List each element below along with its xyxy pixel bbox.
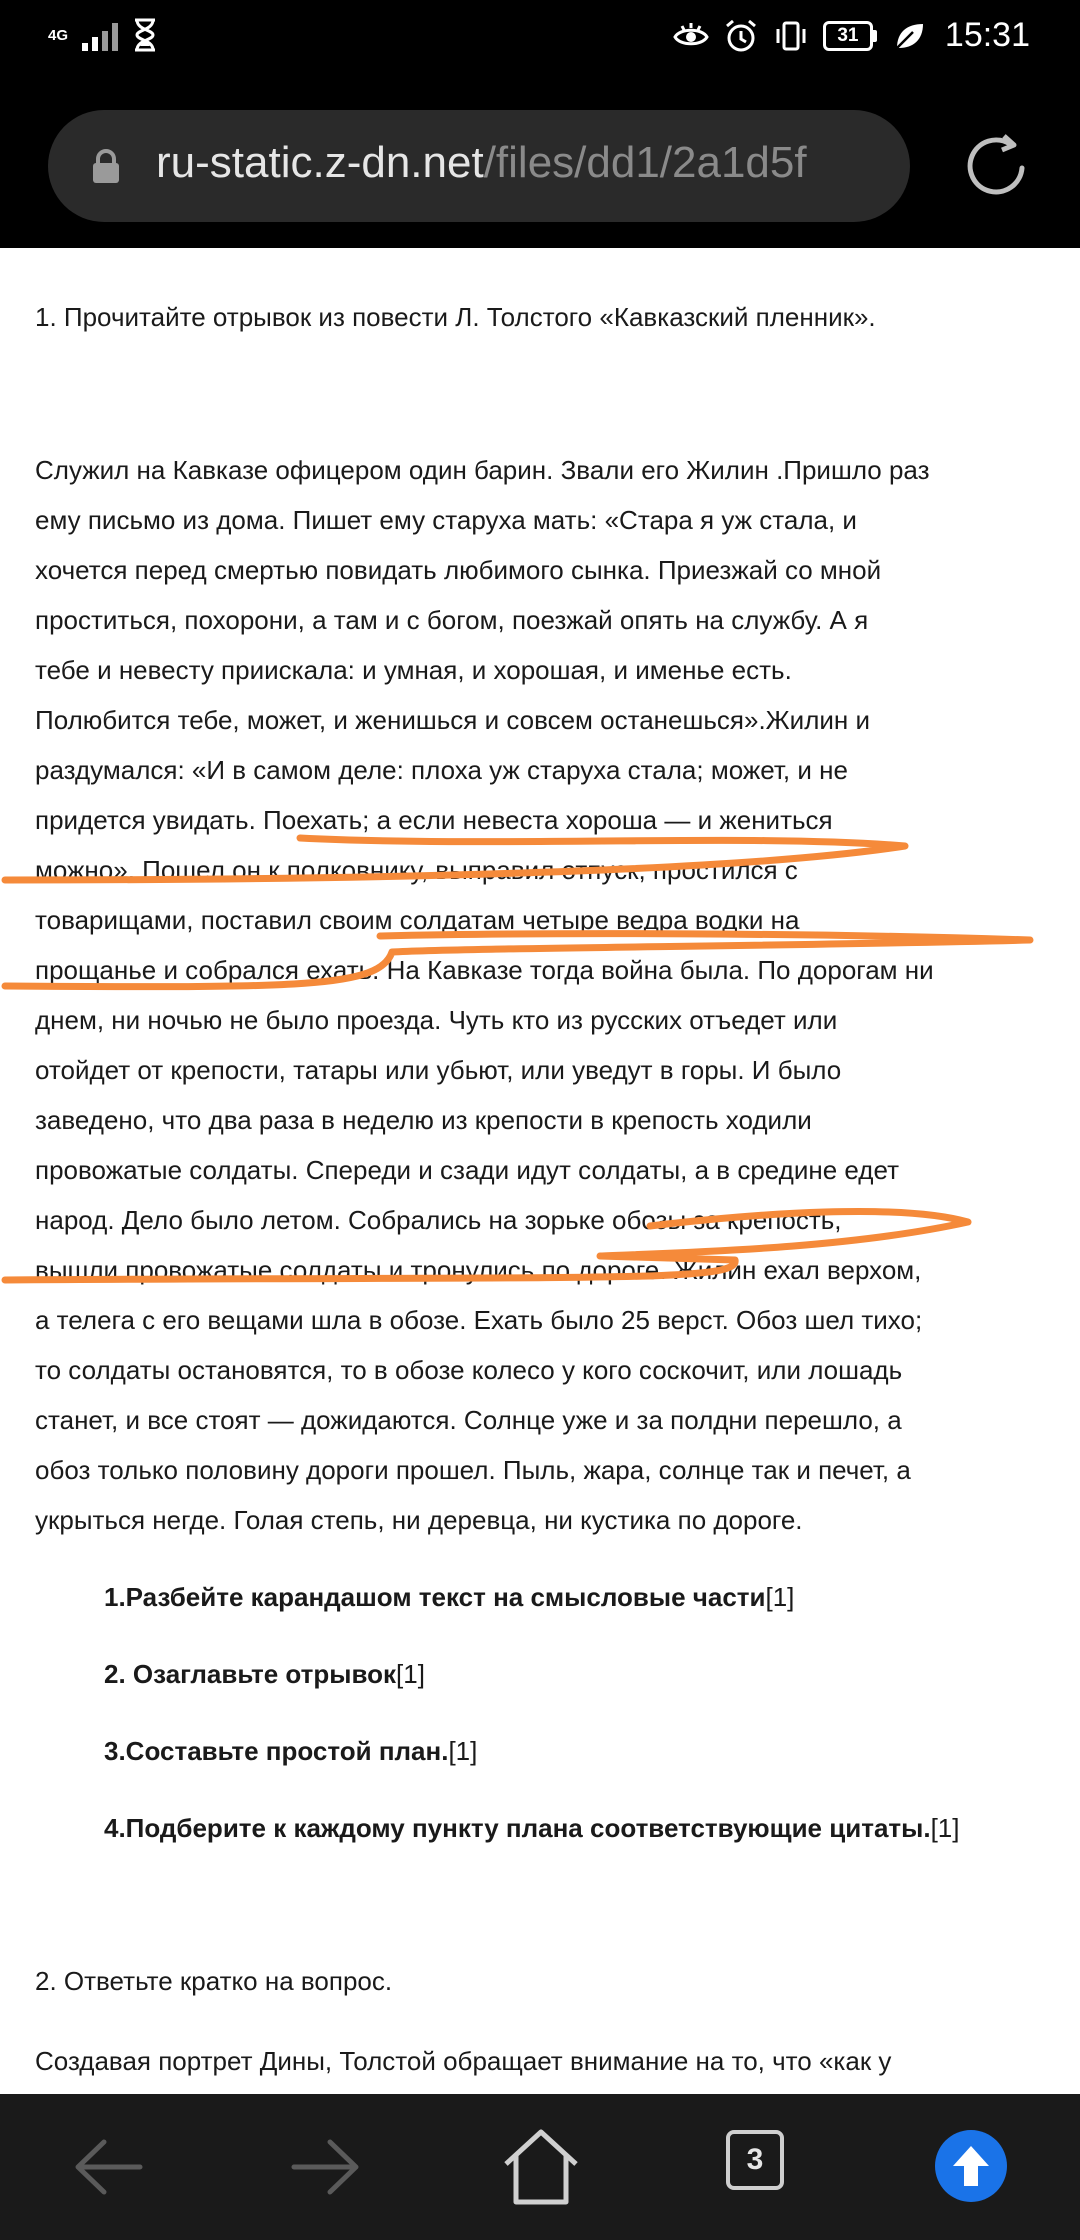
passage-line: народ. Дело было летом. Собрались на зорьке обозы за крепость,: [35, 1205, 842, 1235]
power-saving-leaf-icon: [891, 18, 927, 54]
eye-comfort-icon: [673, 18, 709, 54]
network-type-label: 4G: [48, 26, 69, 44]
arrow-up-icon: [935, 2130, 1007, 2202]
task1-heading: 1. Прочитайте отрывок из повести Л. Толстого «Кавказский пленник».: [35, 302, 876, 332]
browser-toolbar: [0, 80, 1080, 248]
passage-line: можно». Пошел он к полковнику, выправил отпуск, простился с: [35, 855, 798, 885]
passage-line: прощанье и собрался ехать. На Кавказе тогда война была. По дорогам ни: [35, 955, 934, 985]
task-item-text: 3.Составьте простой план.: [104, 1736, 449, 1766]
battery-level: 31: [823, 21, 873, 51]
passage-line: укрыться негде. Голая степь, ни деревца, ни кустика по дороге.: [35, 1505, 803, 1535]
passage-line: а телега с его вещами шла в обозе. Ехать было 25 верст. Обоз шел тихо;: [35, 1305, 923, 1335]
passage-line: товарищами, поставил своим солдатам четыре ведра водки на: [35, 905, 800, 935]
task-item-4: [104, 1813, 960, 1844]
task-item-score: [1]: [765, 1582, 795, 1612]
passage-line: проститься, похорони, а там и с богом, поезжай опять на службу. А я: [35, 605, 869, 635]
task-item-2: [104, 1659, 425, 1690]
passage-line: Полюбится тебе, может, и женишься и совсем останешься».Жилин и: [35, 705, 870, 735]
back-arrow-icon[interactable]: [66, 2124, 152, 2210]
passage-line: то солдаты остановятся, то в обозе колесо у кого соскочит, или лошадь: [35, 1355, 903, 1385]
vibrate-icon: [773, 18, 809, 54]
passage-line: провожатые солдаты. Спереди и сзади идут солдаты, а в средине едет: [35, 1155, 899, 1185]
passage-line: хочется перед смертью повидать любимого сынка. Приезжай со мной: [35, 555, 882, 585]
passage-line: вышли провожатые солдаты и тронулись по дороге. Жилин ехал верхом,: [35, 1255, 922, 1285]
home-icon[interactable]: [498, 2124, 584, 2210]
task-item-text: 2. Озаглавьте отрывок: [104, 1659, 397, 1689]
scroll-to-top-button[interactable]: [935, 2130, 1007, 2202]
status-bar: [0, 0, 1080, 80]
task-item-score: [1]: [448, 1736, 478, 1766]
signal-strength-icon: [82, 19, 118, 51]
passage-line: обоз только половину дороги прошел. Пыль, жара, солнце так и печет, а: [35, 1455, 911, 1485]
task-item-3: [104, 1736, 477, 1767]
task2-heading: 2. Ответьте кратко на вопрос.: [35, 1966, 393, 1996]
browser-bottom-bar: [0, 2094, 1080, 2240]
task-item-text: 1.Разбейте карандашом текст на смысловые части: [104, 1582, 766, 1612]
task-item-score: [1]: [396, 1659, 425, 1689]
passage-line: станет, и все стоят — дожидаются. Солнце уже и за полдни перешло, а: [35, 1405, 902, 1435]
hourglass-icon: [132, 18, 158, 52]
address-bar[interactable]: [48, 110, 910, 222]
task2-text: Создавая портрет Дины, Толстой обращает внимание на то, что «как у: [35, 2046, 892, 2076]
passage-line: заведено, что два раза в неделю из крепости в крепость ходили: [35, 1105, 812, 1135]
passage-line: Служил на Кавказе офицером один барин. Звали его Жилин .Пришло раз: [35, 455, 930, 485]
network-type: [48, 28, 68, 43]
task-item-1: [104, 1582, 794, 1613]
passage-line: ему письмо из дома. Пишет ему старуха мать: «Стара я уж стала, и: [35, 505, 857, 535]
url-host: ru-static.z-dn.net: [156, 138, 484, 187]
task-item-score: [1]: [930, 1813, 960, 1843]
lock-icon: [90, 148, 122, 184]
passage-line: раздумался: «И в самом деле: плоха уж старуха стала; может, и не: [35, 755, 848, 785]
tabs-button[interactable]: 3: [726, 2130, 784, 2190]
url-path: /files/dd1/2a1d5f: [483, 138, 807, 187]
passage-line: тебе и невесту приискала: и умная, и хорошая, и именье есть.: [35, 655, 792, 685]
passage-line: отойдет от крепости, татары или убьют, или уведут в горы. И было: [35, 1055, 842, 1085]
reload-icon[interactable]: [960, 130, 1032, 202]
passage-line: придется увидать. Поехать; а если невеста хороша — и жениться: [35, 805, 833, 835]
document-viewer[interactable]: [0, 248, 1080, 2094]
passage-line: днем, ни ночью не было проезда. Чуть кто из русских отъедет или: [35, 1005, 838, 1035]
task-item-text: 4.Подберите к каждому пункту плана соответствующие цитаты.: [104, 1813, 931, 1843]
battery-icon: [823, 21, 877, 51]
forward-arrow-icon[interactable]: [282, 2124, 368, 2210]
clock: 15:31: [944, 16, 1030, 54]
url-text[interactable]: [156, 138, 807, 188]
alarm-icon: [723, 18, 759, 54]
